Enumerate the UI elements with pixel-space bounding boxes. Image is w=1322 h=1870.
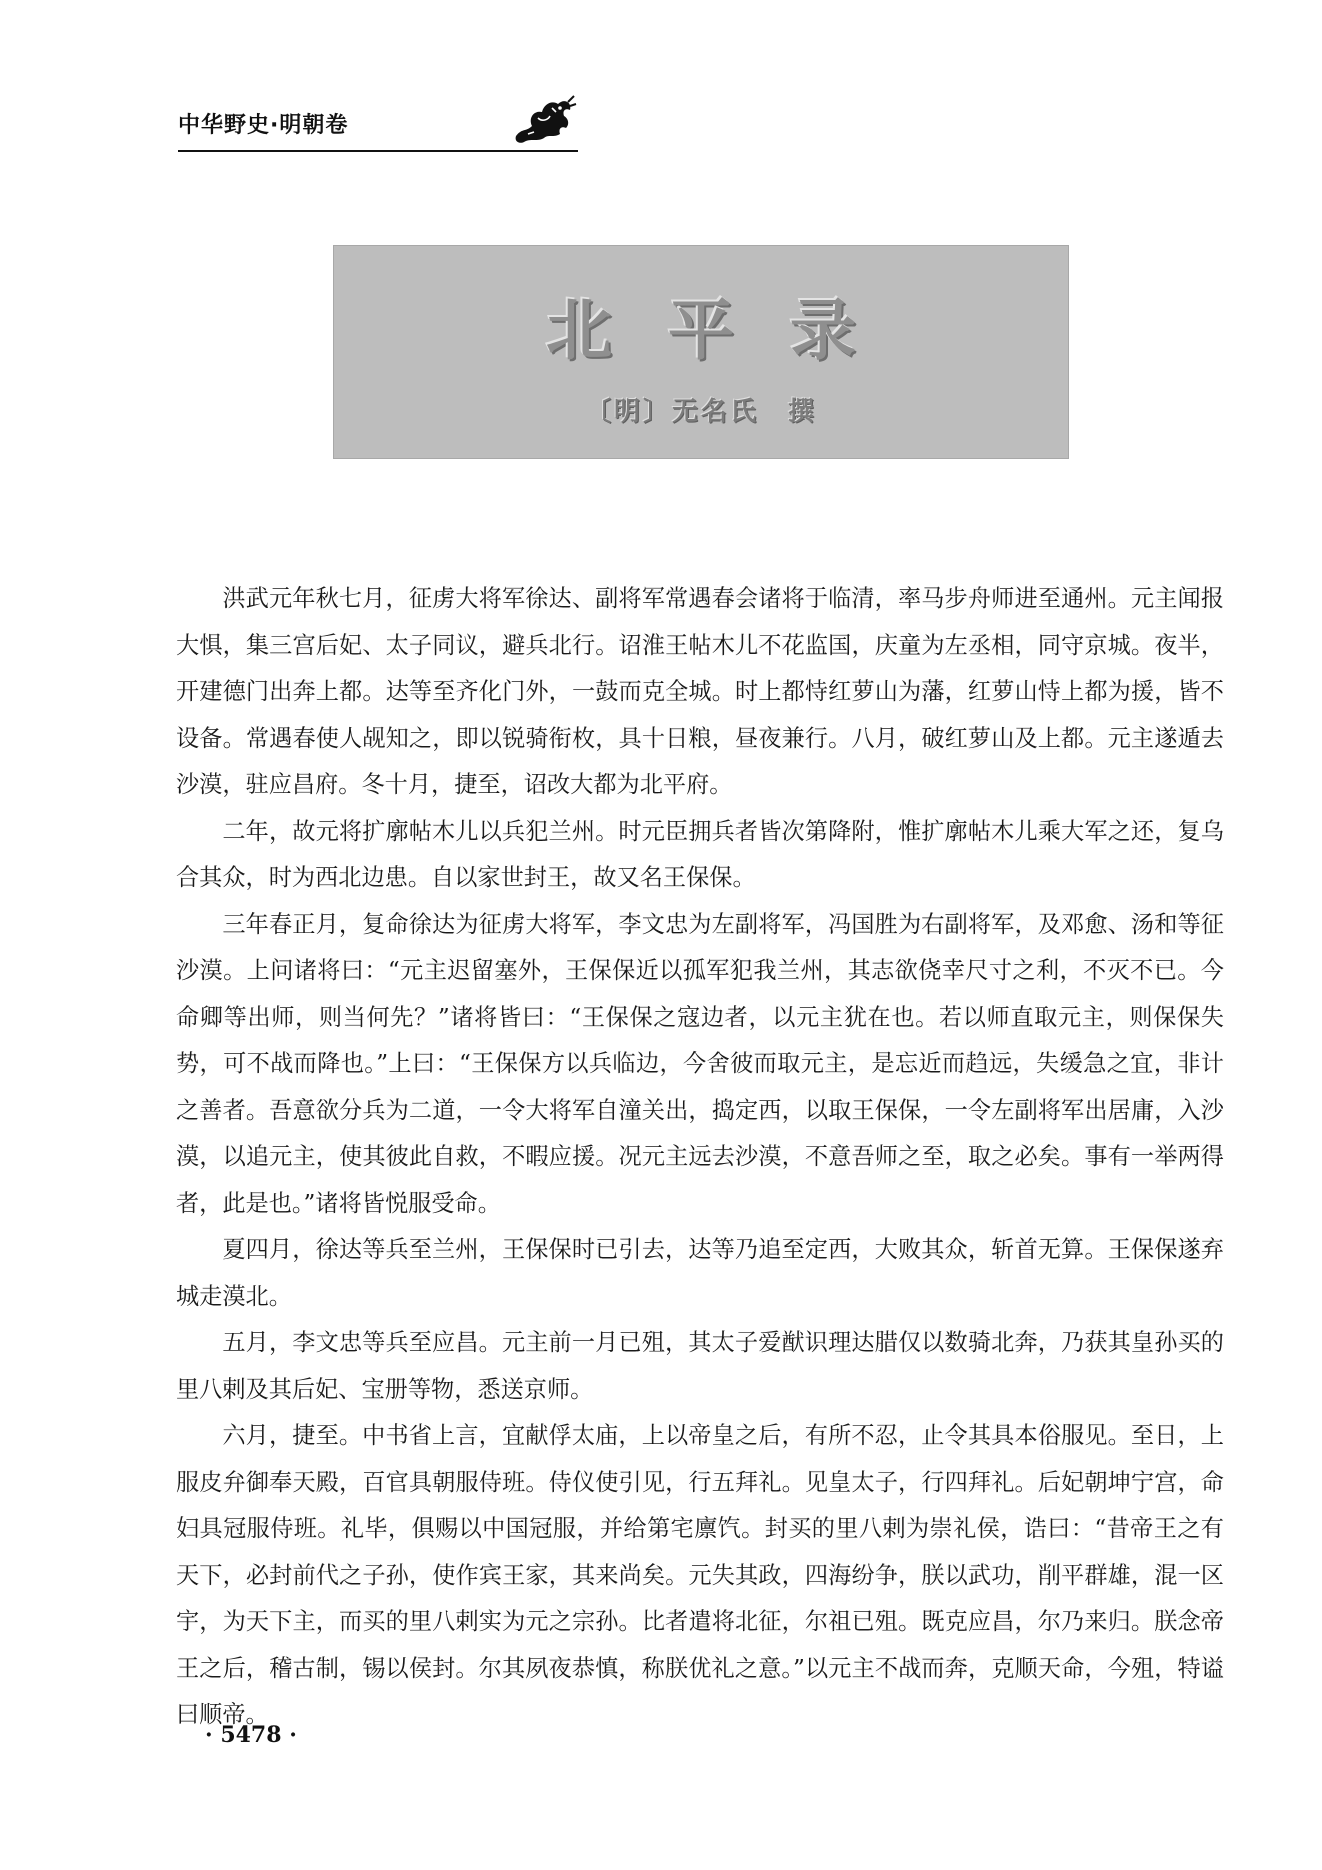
- page-number: · 5478 ·: [205, 1722, 297, 1748]
- book-author: 〔明〕无名氏 撰: [584, 397, 817, 427]
- running-header-title: 中华野史·明朝卷: [178, 113, 349, 138]
- header-rule: [178, 150, 578, 152]
- body-text: [176, 576, 1224, 1739]
- book-title: 北平录: [546, 292, 912, 369]
- paragraph: 五月，李文忠等兵至应昌。元主前一月已殂，其太子爱猷识理达腊仅以数骑北奔，乃获其皇孙买的里八剌及其后妃、宝册等物，悉送京师。: [176, 1329, 1224, 1403]
- paragraph: 三年春正月，复命徐达为征虏大将军，李文忠为左副将军，冯国胜为右副将军，及邓愈、汤和等征沙漠。上问诸将曰：“元主迟留塞外，王保保近以孤军犯我兰州，其志欲侥幸尺寸之利，不灭不已。今命卿等出师，则当何先？”诸将皆曰：“王保保之寇边者，以元主犹在也。若以师直取元主，则保保失势，可不战而降也。”上曰：“王保保方以兵临边，今舍彼而取元主，是忘近而趋远，失缓急之宜，非计之善者。吾意欲分兵为二道，一令大将军自潼关出，捣定西，以取王保保，一令左副将军出居庸，入沙漠，以追元主，使其彼此自救，不暇应援。况元主远去沙漠，不意吾师之至，取之必矣。事有一举两得者，此是也。”诸将皆悦服受命。: [176, 910, 1224, 1217]
- running-header: [178, 88, 578, 156]
- paragraph: 洪武元年秋七月，征虏大将军徐达、副将军常遇春会诸将于临清，率马步舟师进至通州。元主闻报大惧，集三宫后妃、太子同议，避兵北行。诏淮王帖木儿不花监国，庆童为左丞相，同守京城。夜半，开建德门出奔上都。达等至齐化门外，一鼓而克全城。时上都恃红萝山为藩，红萝山恃上都为援，皆不设备。常遇春使人觇知之，即以锐骑衔枚，具十日粮，昼夜兼行。八月，破红萝山及上都。元主遂遁去沙漠，驻应昌府。冬十月，捷至，诏改大都为北平府。: [176, 585, 1224, 798]
- paragraph: 夏四月，徐达等兵至兰州，王保保时已引去，达等乃追至定西，大败其众，斩首无算。王保保遂弃城走漠北。: [176, 1236, 1224, 1310]
- dragon-icon: [508, 88, 578, 148]
- paragraph: 二年，故元将扩廓帖木儿以兵犯兰州。时元臣拥兵者皆次第降附，惟扩廓帖木儿乘大军之还，复乌合其众，时为西北边患。自以家世封王，故又名王保保。: [176, 817, 1224, 891]
- paragraph: 六月，捷至。中书省上言，宜献俘太庙，上以帝皇之后，有所不忍，止令其具本俗服见。至日，上服皮弁御奉天殿，百官具朝服侍班。侍仪使引见，行五拜礼。见皇太子，行四拜礼。后妃朝坤宁宫，命妇具冠服侍班。礼毕，俱赐以中国冠服，并给第宅廪饩。封买的里八剌为崇礼侯，诰曰：“昔帝王之有天下，必封前代之子孙，使作宾王家，其来尚矣。元失其政，四海纷争，朕以武功，削平群雄，混一区宇，为天下主，而买的里八剌实为元之宗孙。比者遣将北征，尔祖已殂。既克应昌，尔乃来归。朕念帝王之后，稽古制，锡以侯封。尔其夙夜恭慎，称朕优礼之意。”以元主不战而奔，克顺天命，今殂，特谥曰顺帝。: [176, 1422, 1224, 1728]
- title-block: [333, 245, 1069, 459]
